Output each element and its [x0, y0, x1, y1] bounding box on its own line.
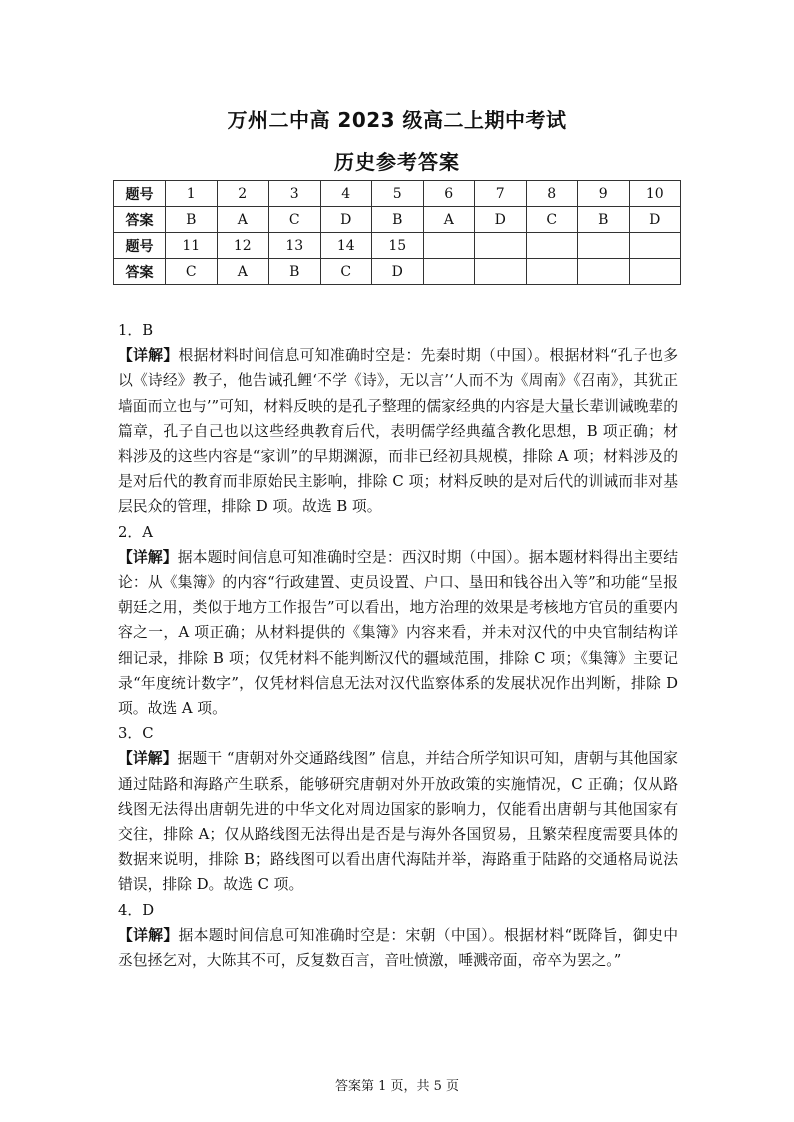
table-cell: A: [217, 207, 269, 233]
table-cell: [475, 259, 527, 285]
table-cell: A: [423, 207, 475, 233]
table-cell: [578, 259, 630, 285]
table-cell: [526, 259, 578, 285]
explanation-text: 据本题时间信息可知准确时空是：西汉时期（中国）。据本题材料得出主要结论：从《集簿》的内容“行政建置、吏员设置、户口、垦田和钱谷出入等”和功能“呈报朝廷之用，类似于地方工作报告”可以看出，地方治理的效果是考核地方官员的重要内容之一，A 项正确；从材料提供的《集簿》内容来看，并未对汉代的中央官制结构详细记录，排除 B 项；仅凭材料不能判断汉代的疆域范围，排除 C 项；《集簿》主要记录“年度统计数字”，仅凭材料信息无法对汉代监察体系的发展状况作出判断，排除 D 项。故选 A 项。: [118, 548, 678, 718]
table-cell: 1: [166, 181, 218, 207]
table-cell: B: [269, 259, 321, 285]
page-subtitle: 历史参考答案: [334, 150, 460, 174]
table-cell: B: [166, 207, 218, 233]
row-header: 答案: [114, 259, 166, 285]
table-cell: [475, 233, 527, 259]
table-cell: C: [320, 259, 372, 285]
table-cell: 4: [320, 181, 372, 207]
table-cell: 15: [372, 233, 424, 259]
table-cell: [526, 233, 578, 259]
explanation-text: 据本题时间信息可知准确时空是：宋朝（中国）。根据材料“既降旨，御史中丞包拯乞对，大陈其不可，反复数百言，音吐愤激，唾溅帝面，帝卒为罢之。”: [118, 926, 678, 970]
table-cell: 2: [217, 181, 269, 207]
table-cell: 9: [578, 181, 630, 207]
table-cell: 13: [269, 233, 321, 259]
table-cell: [629, 259, 681, 285]
question-number: 3．C: [118, 725, 154, 743]
table-cell: D: [372, 259, 424, 285]
table-cell: [423, 259, 475, 285]
table-cell: B: [578, 207, 630, 233]
answer-table: [113, 180, 681, 285]
answer-explanations: [118, 318, 678, 973]
table-row: [114, 181, 681, 207]
page-title: 万州二中高 2023 级高二上期中考试: [227, 108, 567, 132]
table-cell: C: [526, 207, 578, 233]
table-cell: 3: [269, 181, 321, 207]
table-cell: [423, 233, 475, 259]
detail-tag: 【详解】: [118, 347, 179, 365]
question-number: 1．B: [118, 322, 154, 339]
table-cell: C: [269, 207, 321, 233]
table-row: [114, 259, 681, 285]
row-header: 题号: [114, 181, 166, 207]
table-cell: A: [217, 259, 269, 285]
table-cell: 11: [166, 233, 218, 259]
table-cell: [578, 233, 630, 259]
detail-tag: 【详解】: [118, 926, 179, 944]
explanation-text: 根据材料时间信息可知准确时空是：先秦时期（中国）。根据材料“孔子也多以《诗经》教子，他告诫孔鲤‘不学《诗》，无以言’‘人而不为《周南》《召南》，其犹正墙面而立也与’”可知，材料反映的是孔子整理的儒家经典的内容是大量长辈训诫晚辈的篇章，孔子自己也以这些经典教育后代，表明儒学经典蕴含教化思想，B 项正确；材料涉及的这些内容是“家训”的早期渊源，而非已经初具规模，排除 A 项；材料涉及的是对后代的教育而非原始民主影响，排除 C 项；材料反映的是对后代的训诫而非对基层民众的管理，排除 D 项。故选 B 项。: [118, 347, 678, 516]
table-cell: D: [320, 207, 372, 233]
table-cell: 8: [526, 181, 578, 207]
table-row: [114, 233, 681, 259]
table-cell: 6: [423, 181, 475, 207]
detail-tag: 【详解】: [118, 750, 178, 768]
table-cell: D: [475, 207, 527, 233]
table-cell: 12: [217, 233, 269, 259]
table-cell: 10: [629, 181, 681, 207]
question-number: 2．A: [118, 523, 153, 541]
page-footer: 答案第 1 页，共 5 页: [334, 1079, 460, 1094]
explanation-paragraph: [118, 545, 678, 721]
table-row: [114, 207, 681, 233]
table-cell: C: [166, 259, 218, 285]
table-cell: D: [629, 207, 681, 233]
table-cell: B: [372, 207, 424, 233]
table-cell: [629, 233, 681, 259]
table-cell: 5: [372, 181, 424, 207]
explanation-text: 据题干 “唐朝对外交通路线图” 信息，并结合所学知识可知，唐朝与其他国家通过陆路和海路产生联系，能够研究唐朝对外开放政策的实施情况，C 正确；仅从路线图无法得出唐朝先进的中华文化对周边国家的影响力，仅能看出唐朝与其他国家有交往，排除 A；仅从路线图无法得出是否是与海外各国贸易，且繁荣程度需要具体的数据来说明，排除 B；路线图可以看出唐代海陆并举，海路重于陆路的交通格局说法错误，排除 D。故选 C 项。: [118, 750, 678, 894]
detail-tag: 【详解】: [118, 548, 178, 566]
table-cell: 7: [475, 181, 527, 207]
table-cell: 14: [320, 233, 372, 259]
explanation-paragraph: [118, 923, 678, 973]
row-header: 题号: [114, 233, 166, 259]
explanation-paragraph: [118, 343, 678, 519]
question-number: 4．D: [118, 901, 155, 919]
row-header: 答案: [114, 207, 166, 233]
explanation-paragraph: [118, 746, 678, 897]
